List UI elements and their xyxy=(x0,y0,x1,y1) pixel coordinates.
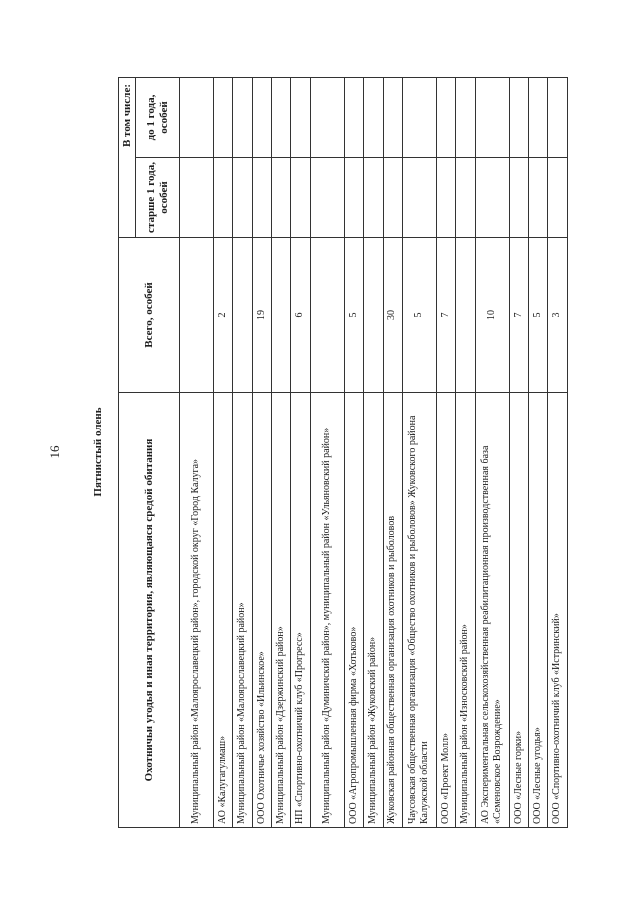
territory-cell: ООО «Проект Молл» xyxy=(437,393,456,828)
total-cell xyxy=(310,238,344,393)
header-total: Всего, особей xyxy=(119,238,180,393)
table-row xyxy=(364,78,383,828)
older-cell xyxy=(310,158,344,238)
territory-cell: Жуковская районная общественная организация охотников и рыболовов xyxy=(383,393,402,828)
territory-cell: Муниципальный район «Думиничский район», муниципальный район «Ульяновский район» xyxy=(310,393,344,828)
table-row xyxy=(252,78,271,828)
rotated-table-container xyxy=(118,78,568,828)
page-number: 16 xyxy=(47,445,62,459)
territory-cell: Муниципальный район «Жуковский район» xyxy=(364,393,383,828)
younger-cell xyxy=(180,78,214,158)
territory-cell: Муниципальный район «Малоярославецкий район» xyxy=(233,393,252,828)
total-cell: 5 xyxy=(529,238,548,393)
table-row xyxy=(291,78,310,828)
table-row xyxy=(529,78,548,828)
older-cell xyxy=(475,158,509,238)
younger-cell xyxy=(509,78,528,158)
table-row xyxy=(475,78,509,828)
younger-cell xyxy=(548,78,568,158)
younger-cell xyxy=(437,78,456,158)
territory-cell: Чаусовская общественная организация «Общество охотников и рыболовов» Жуковского района Калужской области xyxy=(402,393,436,828)
older-cell xyxy=(456,158,475,238)
total-cell: 7 xyxy=(437,238,456,393)
table-row xyxy=(383,78,402,828)
total-cell: 5 xyxy=(402,238,436,393)
table-row xyxy=(180,78,214,828)
territory-cell: ООО «Агропромышленная фирма «Хотьково» xyxy=(344,393,363,828)
younger-cell xyxy=(344,78,363,158)
younger-cell xyxy=(383,78,402,158)
table-row xyxy=(233,78,252,828)
table-row xyxy=(402,78,436,828)
header-territory: Охотничьи угодья и иная территория, являющаяся средой обитания xyxy=(119,393,180,828)
younger-cell xyxy=(402,78,436,158)
territory-cell: АО «Калугагулмаш» xyxy=(214,393,233,828)
older-cell xyxy=(233,158,252,238)
table-row xyxy=(272,78,291,828)
total-cell: 2 xyxy=(214,238,233,393)
younger-cell xyxy=(475,78,509,158)
total-cell: 10 xyxy=(475,238,509,393)
total-cell xyxy=(456,238,475,393)
territory-cell: ООО «Спортивно-охотничий клуб «Истринский» xyxy=(548,393,568,828)
total-cell xyxy=(180,238,214,393)
older-cell xyxy=(214,158,233,238)
older-cell xyxy=(180,158,214,238)
older-cell xyxy=(548,158,568,238)
older-cell xyxy=(383,158,402,238)
territory-cell: НП «Спортивно-охотничий клуб «Прогресс» xyxy=(291,393,310,828)
older-cell xyxy=(529,158,548,238)
deer-population-table xyxy=(118,77,568,828)
total-cell: 7 xyxy=(509,238,528,393)
total-cell: 3 xyxy=(548,238,568,393)
older-cell xyxy=(402,158,436,238)
older-cell xyxy=(364,158,383,238)
territory-cell: ООО «Лесные горки» xyxy=(509,393,528,828)
total-cell: 19 xyxy=(252,238,271,393)
table-row xyxy=(214,78,233,828)
older-cell xyxy=(291,158,310,238)
younger-cell xyxy=(272,78,291,158)
older-cell xyxy=(509,158,528,238)
territory-cell: Муниципальный район «Дзержинский район» xyxy=(272,393,291,828)
younger-cell xyxy=(233,78,252,158)
header-older-1y: старше 1 года, особей xyxy=(136,158,180,238)
younger-cell xyxy=(252,78,271,158)
older-cell xyxy=(252,158,271,238)
younger-cell xyxy=(456,78,475,158)
total-cell: 6 xyxy=(291,238,310,393)
table-row xyxy=(456,78,475,828)
header-including: В том числе: xyxy=(119,78,136,238)
territory-cell: ООО «Лесные угодья» xyxy=(529,393,548,828)
table-row xyxy=(509,78,528,828)
territory-cell: ООО Охотничье хозяйство «Ильинское» xyxy=(252,393,271,828)
total-cell: 5 xyxy=(344,238,363,393)
header-under-1y: до 1 года, особей xyxy=(136,78,180,158)
table-row xyxy=(548,78,568,828)
younger-cell xyxy=(310,78,344,158)
territory-cell: Муниципальный район «Малоярославецкий район», городской округ «Город Калуга» xyxy=(180,393,214,828)
total-cell: 30 xyxy=(383,238,402,393)
older-cell xyxy=(437,158,456,238)
younger-cell xyxy=(214,78,233,158)
total-cell xyxy=(364,238,383,393)
total-cell xyxy=(272,238,291,393)
younger-cell xyxy=(291,78,310,158)
table-row xyxy=(344,78,363,828)
territory-cell: Муниципальный район «Износковский район» xyxy=(456,393,475,828)
older-cell xyxy=(344,158,363,238)
younger-cell xyxy=(529,78,548,158)
total-cell xyxy=(233,238,252,393)
section-title: Пятнистый олень xyxy=(92,407,104,497)
table-row xyxy=(310,78,344,828)
table-row xyxy=(437,78,456,828)
older-cell xyxy=(272,158,291,238)
younger-cell xyxy=(364,78,383,158)
territory-cell: АО Экспериментальная сельскохозяйственная реабилитационная производственная база «Семеновское Возрождение» xyxy=(475,393,509,828)
